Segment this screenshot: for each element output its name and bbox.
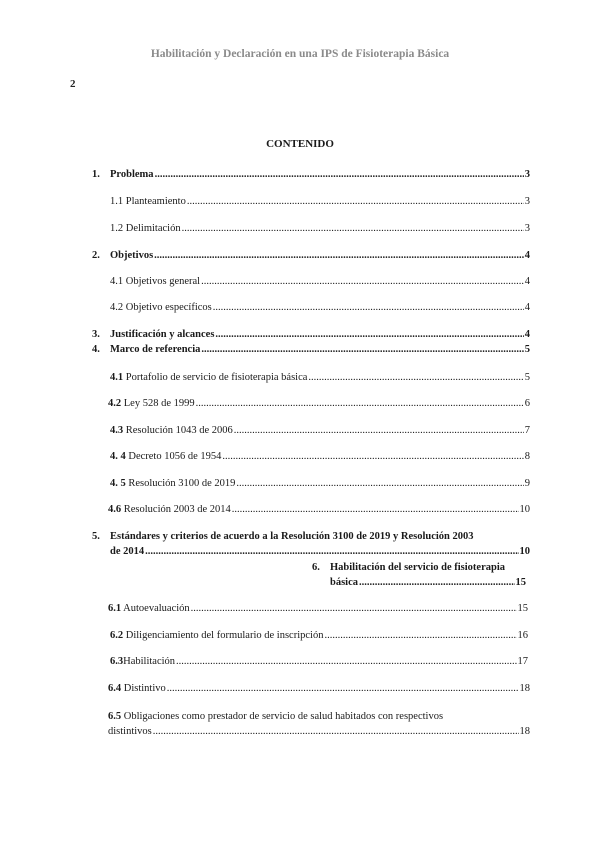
toc-entry-6-3[interactable]	[110, 655, 528, 669]
toc-entry-label: Marco de referencia	[110, 344, 201, 355]
toc-entry-page: 3	[524, 223, 530, 234]
toc-entry-page: 5	[524, 372, 530, 383]
dot-leader	[359, 576, 514, 590]
dot-leader	[145, 545, 518, 559]
toc-entry-number: 3.	[92, 329, 100, 340]
dot-leader	[308, 371, 523, 385]
toc-entry-4-6[interactable]	[108, 503, 530, 517]
toc-entry-page: 4	[524, 276, 530, 287]
dot-leader	[167, 682, 519, 696]
toc-entry-label: Habilitación del servicio de fisioterapia	[330, 562, 505, 573]
running-header: Habilitación y Declaración en una IPS de Fisioterapia Básica	[150, 48, 450, 60]
toc-entry-page: 3	[524, 169, 530, 180]
dot-leader	[155, 168, 524, 182]
dot-leader	[191, 602, 517, 616]
toc-entry-6-line2[interactable]	[330, 576, 526, 590]
toc-entry-4-1b[interactable]	[110, 371, 530, 385]
toc-entry-4-2[interactable]	[110, 301, 530, 315]
toc-entry-number: 6.5	[108, 711, 122, 722]
dot-leader	[234, 424, 524, 438]
toc-entry-number: 6.2	[110, 630, 124, 641]
toc-entry-label: de 2014	[110, 546, 145, 557]
toc-entry-number: 4.6	[108, 504, 122, 515]
toc-entry-label: Decreto 1056 de 1954	[128, 451, 222, 462]
toc-entry-page: 4	[524, 302, 530, 313]
dot-leader	[215, 328, 523, 342]
page-number: 2	[70, 78, 76, 90]
toc-entry-number: 4. 4	[110, 451, 126, 462]
toc-entry-page: 18	[519, 683, 530, 694]
toc-entry-6-2[interactable]	[110, 629, 528, 643]
toc-entry-page: 7	[524, 425, 530, 436]
toc-entry-4-5[interactable]	[110, 477, 530, 491]
toc-entry-page: 10	[519, 504, 530, 515]
toc-entry-number: 1.	[92, 169, 100, 180]
toc-entry-2[interactable]	[92, 249, 530, 263]
toc-entry-label: Objetivos	[110, 250, 154, 261]
toc-entry-label: Estándares y criterios de acuerdo a la Resolución 3100 de 2019 y Resolución 2003	[110, 531, 474, 542]
toc-entry-label: Resolución 2003 de 2014	[123, 504, 231, 515]
toc-title: CONTENIDO	[266, 138, 334, 150]
toc-entry-label: Resolución 3100 de 2019	[128, 478, 236, 489]
toc-entry-number: 6.3	[110, 656, 124, 667]
toc-entry-page: 4	[524, 250, 530, 261]
dot-leader	[182, 222, 524, 236]
toc-entry-1-2[interactable]	[110, 222, 530, 236]
toc-entry-number: 4.2	[108, 398, 122, 409]
dot-leader	[213, 301, 524, 315]
toc-entry-page: 3	[524, 196, 530, 207]
toc-entry-label: básica	[330, 577, 359, 588]
toc-entry-number: 4.3	[110, 425, 124, 436]
toc-entry-5-line1[interactable]	[92, 530, 532, 544]
toc-entry-label: Resolución 1043 de 2006	[125, 425, 233, 436]
toc-entry-page: 10	[519, 546, 530, 557]
toc-entry-page: 8	[524, 451, 530, 462]
toc-entry-label: Portafolio de servicio de fisioterapia básica	[125, 372, 308, 383]
toc-entry-number: 4.1	[110, 372, 124, 383]
toc-entry-label: Distintivo	[123, 683, 166, 694]
toc-entry-label: Problema	[110, 169, 154, 180]
toc-entry-6-5-line1[interactable]	[108, 710, 532, 724]
toc-entry-label: distintivos	[108, 726, 152, 737]
toc-entry-page: 5	[524, 344, 530, 355]
toc-entry-5-line2[interactable]	[110, 545, 530, 559]
dot-leader	[196, 397, 524, 411]
dot-leader	[201, 275, 524, 289]
dot-leader	[236, 477, 523, 491]
toc-entry-6-5-line2[interactable]	[108, 725, 530, 739]
toc-entry-label: 1.2 Delimitación	[110, 223, 181, 234]
toc-entry-6-4[interactable]	[108, 682, 530, 696]
toc-entry-4-1[interactable]	[110, 275, 530, 289]
toc-entry-page: 15	[515, 577, 526, 588]
toc-entry-number: 2.	[92, 250, 100, 261]
dot-leader	[154, 249, 524, 263]
toc-entry-1[interactable]	[92, 168, 530, 182]
dot-leader	[222, 450, 523, 464]
toc-entry-number: 4.	[92, 344, 100, 355]
toc-entry-label: Habilitación	[123, 656, 176, 667]
toc-entry-page: 4	[524, 329, 530, 340]
toc-entry-page: 6	[524, 398, 530, 409]
toc-entry-4-2b[interactable]	[108, 397, 530, 411]
dot-leader	[176, 655, 516, 669]
toc-entry-label: Ley 528 de 1999	[123, 398, 195, 409]
toc-entry-number: 6.	[312, 562, 320, 573]
toc-entry-label: Justificación y alcances	[110, 329, 215, 340]
toc-entry-number: 4. 5	[110, 478, 126, 489]
toc-entry-label: 4.2 Objetivo específicos	[110, 302, 212, 313]
toc-entry-4-4[interactable]	[110, 450, 530, 464]
toc-entry-page: 17	[517, 656, 528, 667]
toc-entry-6-1[interactable]	[108, 602, 528, 616]
toc-entry-label: 1.1 Planteamiento	[110, 196, 186, 207]
toc-entry-page: 18	[519, 726, 530, 737]
toc-entry-4[interactable]	[92, 343, 530, 357]
toc-entry-number: 6.1	[108, 603, 122, 614]
toc-entry-number: 5.	[92, 531, 100, 542]
toc-entry-number: 6.4	[108, 683, 122, 694]
toc-entry-page: 9	[524, 478, 530, 489]
toc-entry-page: 15	[517, 603, 528, 614]
toc-entry-1-1[interactable]	[110, 195, 530, 209]
toc-entry-4-3[interactable]	[110, 424, 530, 438]
toc-entry-label: Obligaciones como prestador de servicio de salud habitados con respectivos	[123, 711, 444, 722]
dot-leader	[324, 629, 516, 643]
dot-leader	[201, 343, 523, 357]
dot-leader	[153, 725, 519, 739]
toc-entry-label: Autoevaluación	[123, 603, 190, 614]
toc-entry-6-line1[interactable]	[312, 561, 532, 575]
dot-leader	[187, 195, 524, 209]
toc-entry-3[interactable]	[92, 328, 530, 342]
dot-leader	[232, 503, 519, 517]
toc-entry-label: Diligenciamiento del formulario de inscripción	[125, 630, 324, 641]
toc-entry-label: 4.1 Objetivos general	[110, 276, 201, 287]
toc-entry-page: 16	[517, 630, 528, 641]
